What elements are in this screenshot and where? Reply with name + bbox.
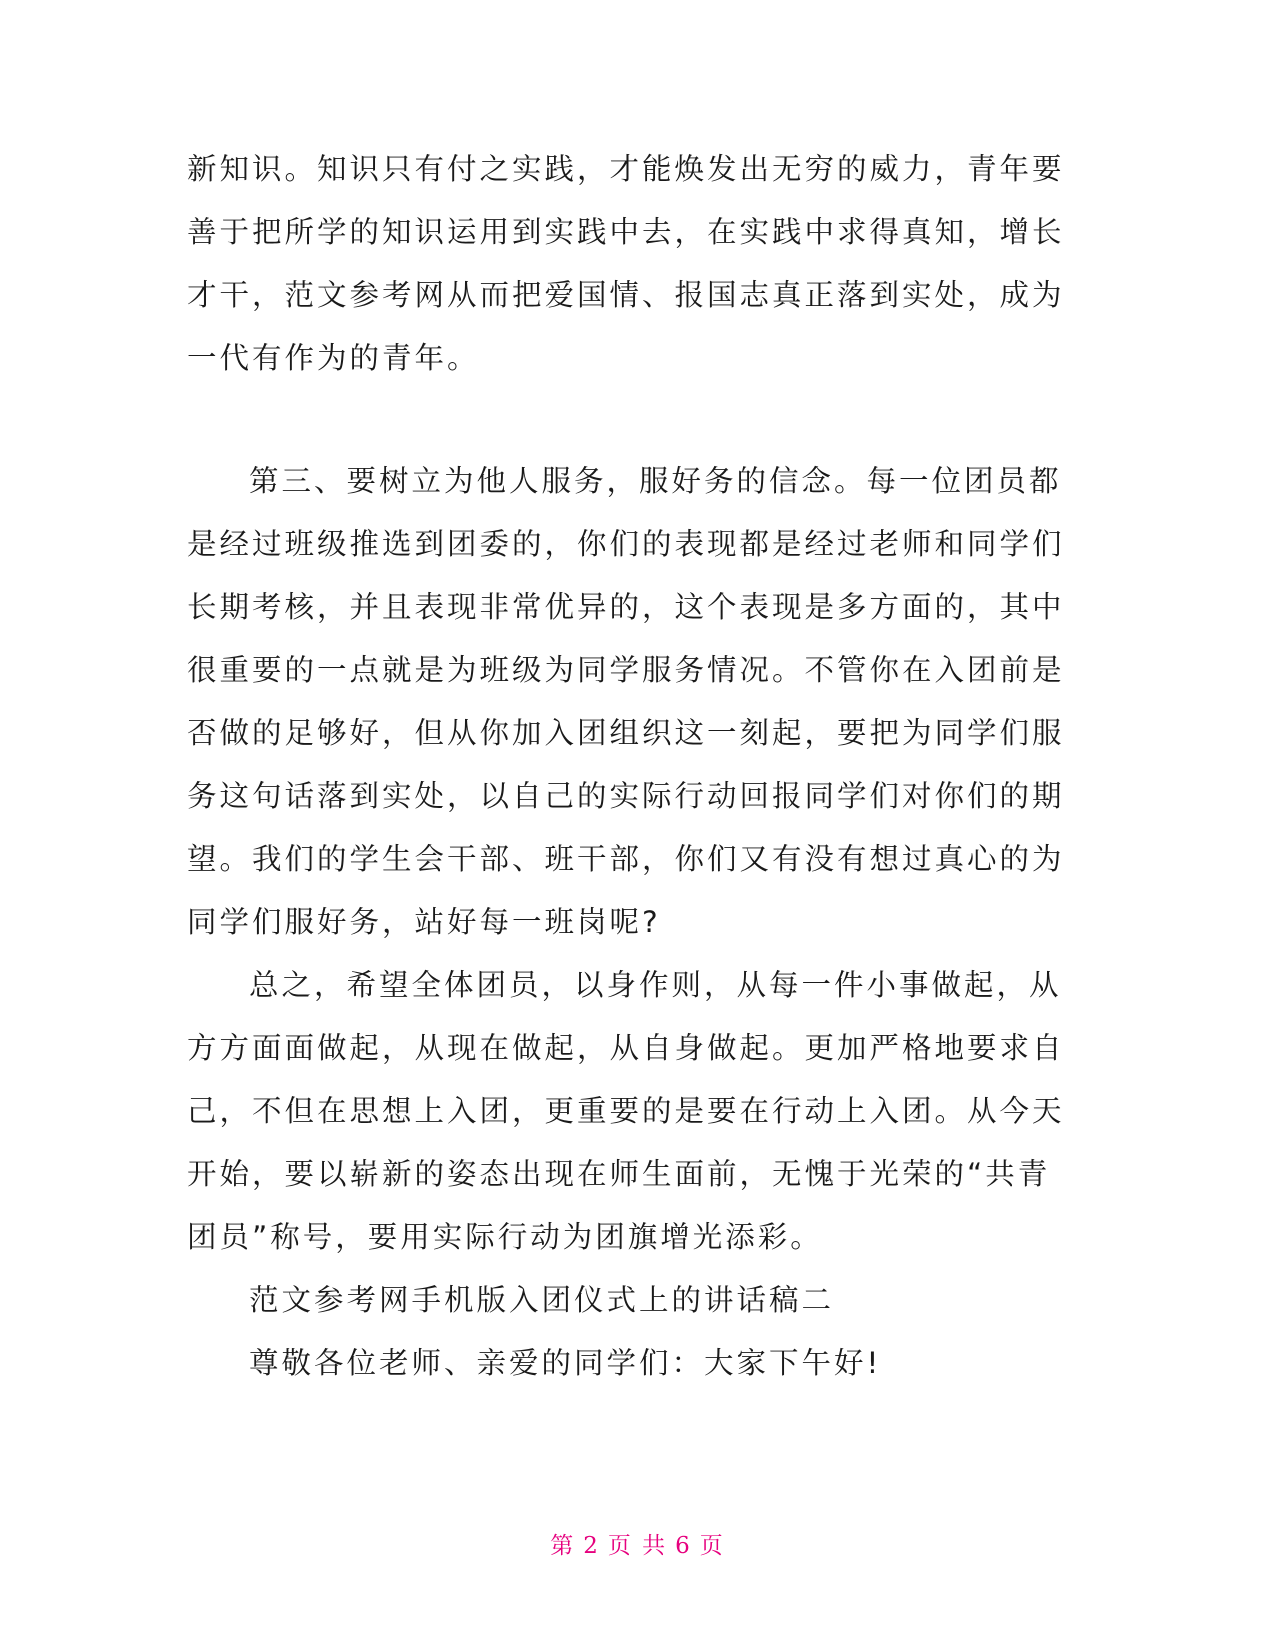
text-line: 长期考核，并且表现非常优异的，这个表现是多方面的，其中 [187,590,1065,624]
paragraph-gap [187,390,1087,450]
text-line: 才干，范文参考网从而把爱国情、报国志真正落到实处，成为 [187,278,1065,312]
total-pages-number: 6 [675,1533,692,1559]
document-body [187,138,1087,1395]
text-line: 团员”称号，要用实际行动为团旗增光添彩。 [187,1220,823,1254]
footer-suffix: 页 [699,1533,725,1559]
paragraph-3 [187,954,1087,1269]
current-page-number: 2 [583,1533,600,1559]
paragraph-1 [187,138,1087,390]
text-line: 新知识。知识只有付之实践，才能焕发出无穷的威力，青年要 [187,152,1065,186]
footer-prefix: 第 [550,1533,576,1559]
text-line: 望。我们的学生会干部、班干部，你们又有没有想过真心的为 [187,842,1065,876]
text-line: 开始，要以崭新的姿态出现在师生面前，无愧于光荣的“共青 [187,1157,1051,1191]
text-line: 同学们服好务，站好每一班岗呢? [187,905,661,939]
text-line: 一代有作为的青年。 [187,341,480,375]
footer-middle: 页 共 [607,1533,668,1559]
text-line: 总之，希望全体团员，以身作则，从每一件小事做起，从 [249,968,1062,1002]
text-line: 务这句话落到实处，以自己的实际行动回报同学们对你们的期 [187,779,1065,813]
text-line: 是经过班级推选到团委的，你们的表现都是经过老师和同学们 [187,527,1065,561]
text-line: 方方面面做起，从现在做起，从自身做起。更加严格地要求自 [187,1031,1065,1065]
page-footer [0,1527,1275,1560]
greeting-line: 尊敬各位老师、亲爱的同学们：大家下午好! [249,1346,882,1380]
text-line: 很重要的一点就是为班级为同学服务情况。不管你在入团前是 [187,653,1065,687]
paragraph-2 [187,450,1087,954]
text-line: 第三、要树立为他人服务，服好务的信念。每一位团员都 [249,464,1062,498]
text-line: 善于把所学的知识运用到实践中去，在实践中求得真知，增长 [187,215,1065,249]
text-line: 否做的足够好，但从你加入团组织这一刻起，要把为同学们服 [187,716,1065,750]
section-heading: 范文参考网手机版入团仪式上的讲话稿二 [249,1283,835,1317]
text-line: 己，不但在思想上入团，更重要的是要在行动上入团。从今天 [187,1094,1065,1128]
